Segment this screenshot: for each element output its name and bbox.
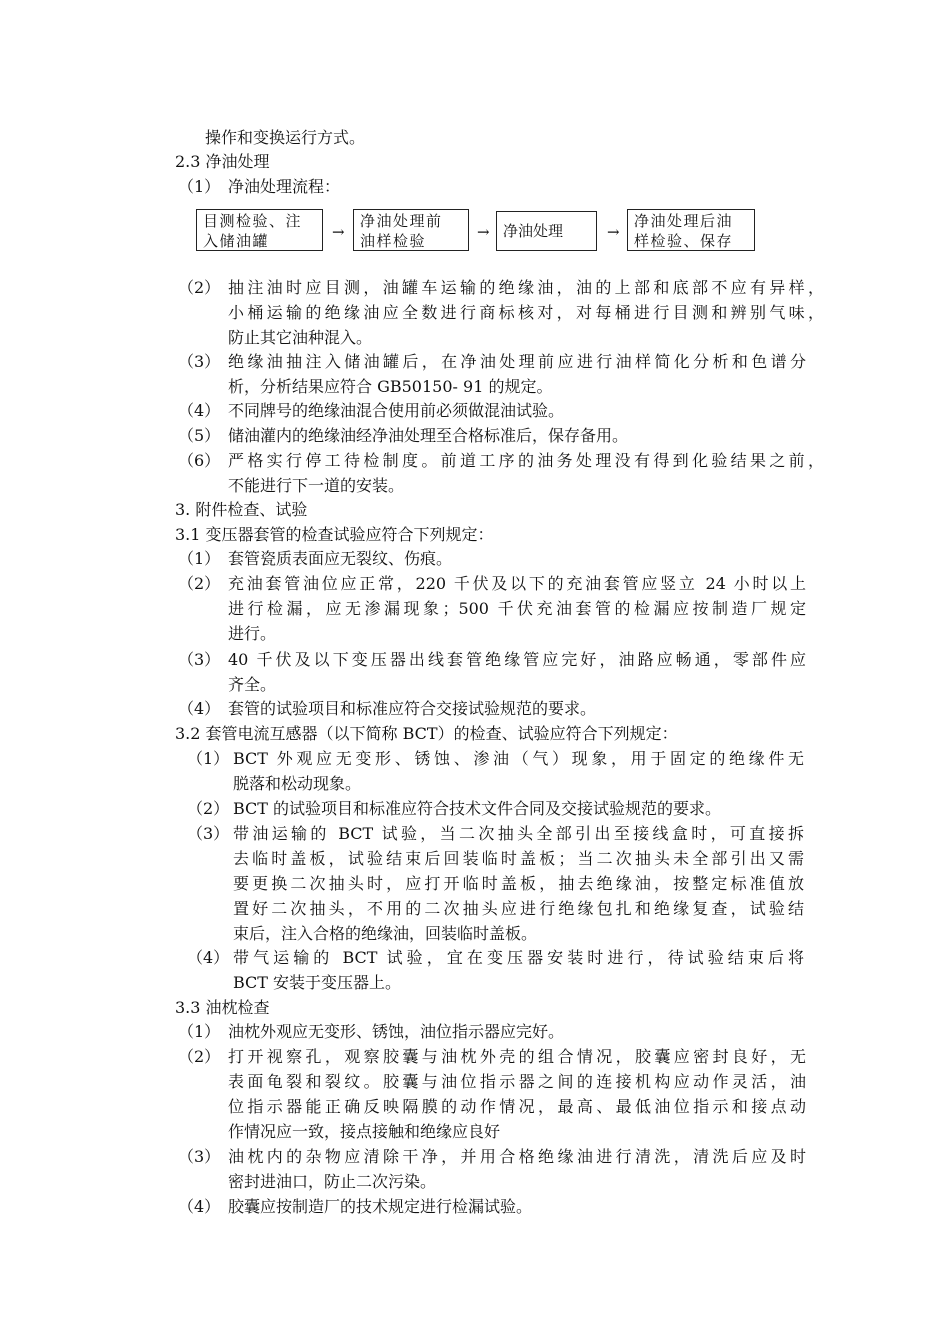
list-item-number: （2） xyxy=(178,574,221,593)
list-item-text: 套管瓷质表面应无裂纹、伤痕。 xyxy=(228,549,453,568)
list-item-text: BCT 外观应无变形、锈蚀、渗油（气）现象，用于固定的绝缘件无 xyxy=(233,749,804,768)
list-item-number: （3） xyxy=(178,352,221,371)
list-item-text: 要更换二次抽头时，应打开临时盖板，抽去绝缘油，按整定标准值放 xyxy=(233,874,804,893)
flow-step-1: 目测检验、注 入储油罐 xyxy=(196,209,323,251)
list-item-text: BCT 安装于变压器上。 xyxy=(233,973,402,992)
list-item-text: 带气运输的 BCT 试验，宜在变压器安装时进行，待试验结束后将 xyxy=(233,948,804,967)
section-heading-2-3: 2.3 净油处理 xyxy=(175,152,270,171)
section-heading-3-1: 3.1 变压器套管的检查试验应符合下列规定： xyxy=(175,525,494,544)
flow-step-2: 净油处理前 油样检验 xyxy=(353,209,469,251)
list-item-text: 套管的试验项目和标准应符合交接试验规范的要求。 xyxy=(228,699,597,718)
list-item-text: 齐全。 xyxy=(228,675,277,694)
list-item-text: 析，分析结果应符合 GB50150- 91 的规定。 xyxy=(228,377,553,396)
list-item-number: （4） xyxy=(178,401,221,420)
list-item-text: 防止其它油种混入。 xyxy=(228,328,373,347)
list-item-text: 带油运输的 BCT 试验，当二次抽头全部引出至接线盒时，可直接拆 xyxy=(233,824,804,843)
list-item-text: 打开视察孔，观察胶囊与油枕外壳的组合情况，胶囊应密封良好，无 xyxy=(228,1047,806,1066)
list-item-text: 净油处理流程： xyxy=(228,177,341,196)
list-item-number: （6） xyxy=(178,451,221,470)
list-item-text: 密封进油口，防止二次污染。 xyxy=(228,1172,437,1191)
list-item-number: （2） xyxy=(187,799,230,818)
list-item-text: 严格实行停工待检制度。前道工序的油务处理没有得到化验结果之前， xyxy=(228,451,824,470)
list-item-number: （3） xyxy=(178,650,221,669)
list-item-text: 胶囊应按制造厂的技术规定进行检漏试验。 xyxy=(228,1197,533,1216)
section-heading-3-3: 3.3 油枕检查 xyxy=(175,998,270,1017)
list-item-number: （4） xyxy=(178,1197,221,1216)
list-item-number: （2） xyxy=(178,1047,221,1066)
list-item-text: 位指示器能正确反映隔膜的动作情况，最高、最低油位指示和接点动 xyxy=(228,1097,806,1116)
list-item-text: 置好二次抽头，不用的二次抽头应进行绝缘包扎和绝缘复查，试验结 xyxy=(233,899,804,918)
list-item-text: 小桶运输的绝缘油应全数进行商标核对，对每桶进行目测和辨别气味， xyxy=(228,303,824,322)
list-item-number: （2） xyxy=(178,278,221,297)
list-item-number: （4） xyxy=(187,948,230,967)
list-item-number: （3） xyxy=(187,824,230,843)
arrow-icon: → xyxy=(332,223,345,241)
list-item-text: 进行检漏，应无渗漏现象；500 千伏充油套管的检漏应按制造厂规定 xyxy=(228,599,806,618)
list-item-text: 去临时盖板，试验结束后回装临时盖板；当二次抽头未全部引出又需 xyxy=(233,849,804,868)
list-item-text: 进行。 xyxy=(228,624,277,643)
list-item-text: 40 千伏及以下变压器出线套管绝缘管应完好，油路应畅通，零部件应 xyxy=(228,650,806,669)
list-item-number: （3） xyxy=(178,1147,221,1166)
list-item-text: 不同牌号的绝缘油混合使用前必须做混油试验。 xyxy=(228,401,565,420)
list-item-text: 充油套管油位应正常，220 千伏及以下的充油套管应竖立 24 小时以上 xyxy=(228,574,806,593)
list-item-number: （1） xyxy=(187,749,230,768)
list-item-text: 束后，注入合格的绝缘油，回装临时盖板。 xyxy=(233,924,538,943)
section-heading-3-2: 3.2 套管电流互感器（以下简称 BCT）的检查、试验应符合下列规定： xyxy=(175,724,678,743)
arrow-icon: → xyxy=(477,223,490,241)
list-item-text: 表面龟裂和裂纹。胶囊与油位指示器之间的连接机构应动作灵活，油 xyxy=(228,1072,806,1091)
list-item-text: 油枕外观应无变形、锈蚀，油位指示器应完好。 xyxy=(228,1022,565,1041)
continuation-text: 操作和变换运行方式。 xyxy=(205,128,366,147)
flow-step-3: 净油处理 xyxy=(496,211,597,251)
list-item-number: （5） xyxy=(178,426,221,445)
arrow-icon: → xyxy=(607,223,620,241)
section-heading-3: 3. 附件检查、试验 xyxy=(175,500,308,519)
list-item-text: 绝缘油抽注入储油罐后，在净油处理前应进行油样简化分析和色谱分 xyxy=(228,352,806,371)
list-item-number: （4） xyxy=(178,699,221,718)
list-item-number: （1） xyxy=(178,1022,221,1041)
list-item-text: 不能进行下一道的安装。 xyxy=(228,476,405,495)
list-item-number: （1） xyxy=(178,549,221,568)
list-item-text: 储油灌内的绝缘油经净油处理至合格标准后，保存备用。 xyxy=(228,426,629,445)
list-item-text: 抽注油时应目测，油罐车运输的绝缘油，油的上部和底部不应有异样， xyxy=(228,278,824,297)
list-item-text: 油枕内的杂物应清除干净，并用合格绝缘油进行清洗，清洗后应及时 xyxy=(228,1147,806,1166)
list-item-text: 脱落和松动现象。 xyxy=(233,774,362,793)
list-item-text: 作情况应一致，接点接触和绝缘应良好 xyxy=(228,1122,501,1141)
list-item-number: （1） xyxy=(178,177,221,196)
list-item-text: BCT 的试验项目和标准应符合技术文件合同及交接试验规范的要求。 xyxy=(233,799,722,818)
flow-step-4: 净油处理后油 样检验、保存 xyxy=(627,209,755,251)
